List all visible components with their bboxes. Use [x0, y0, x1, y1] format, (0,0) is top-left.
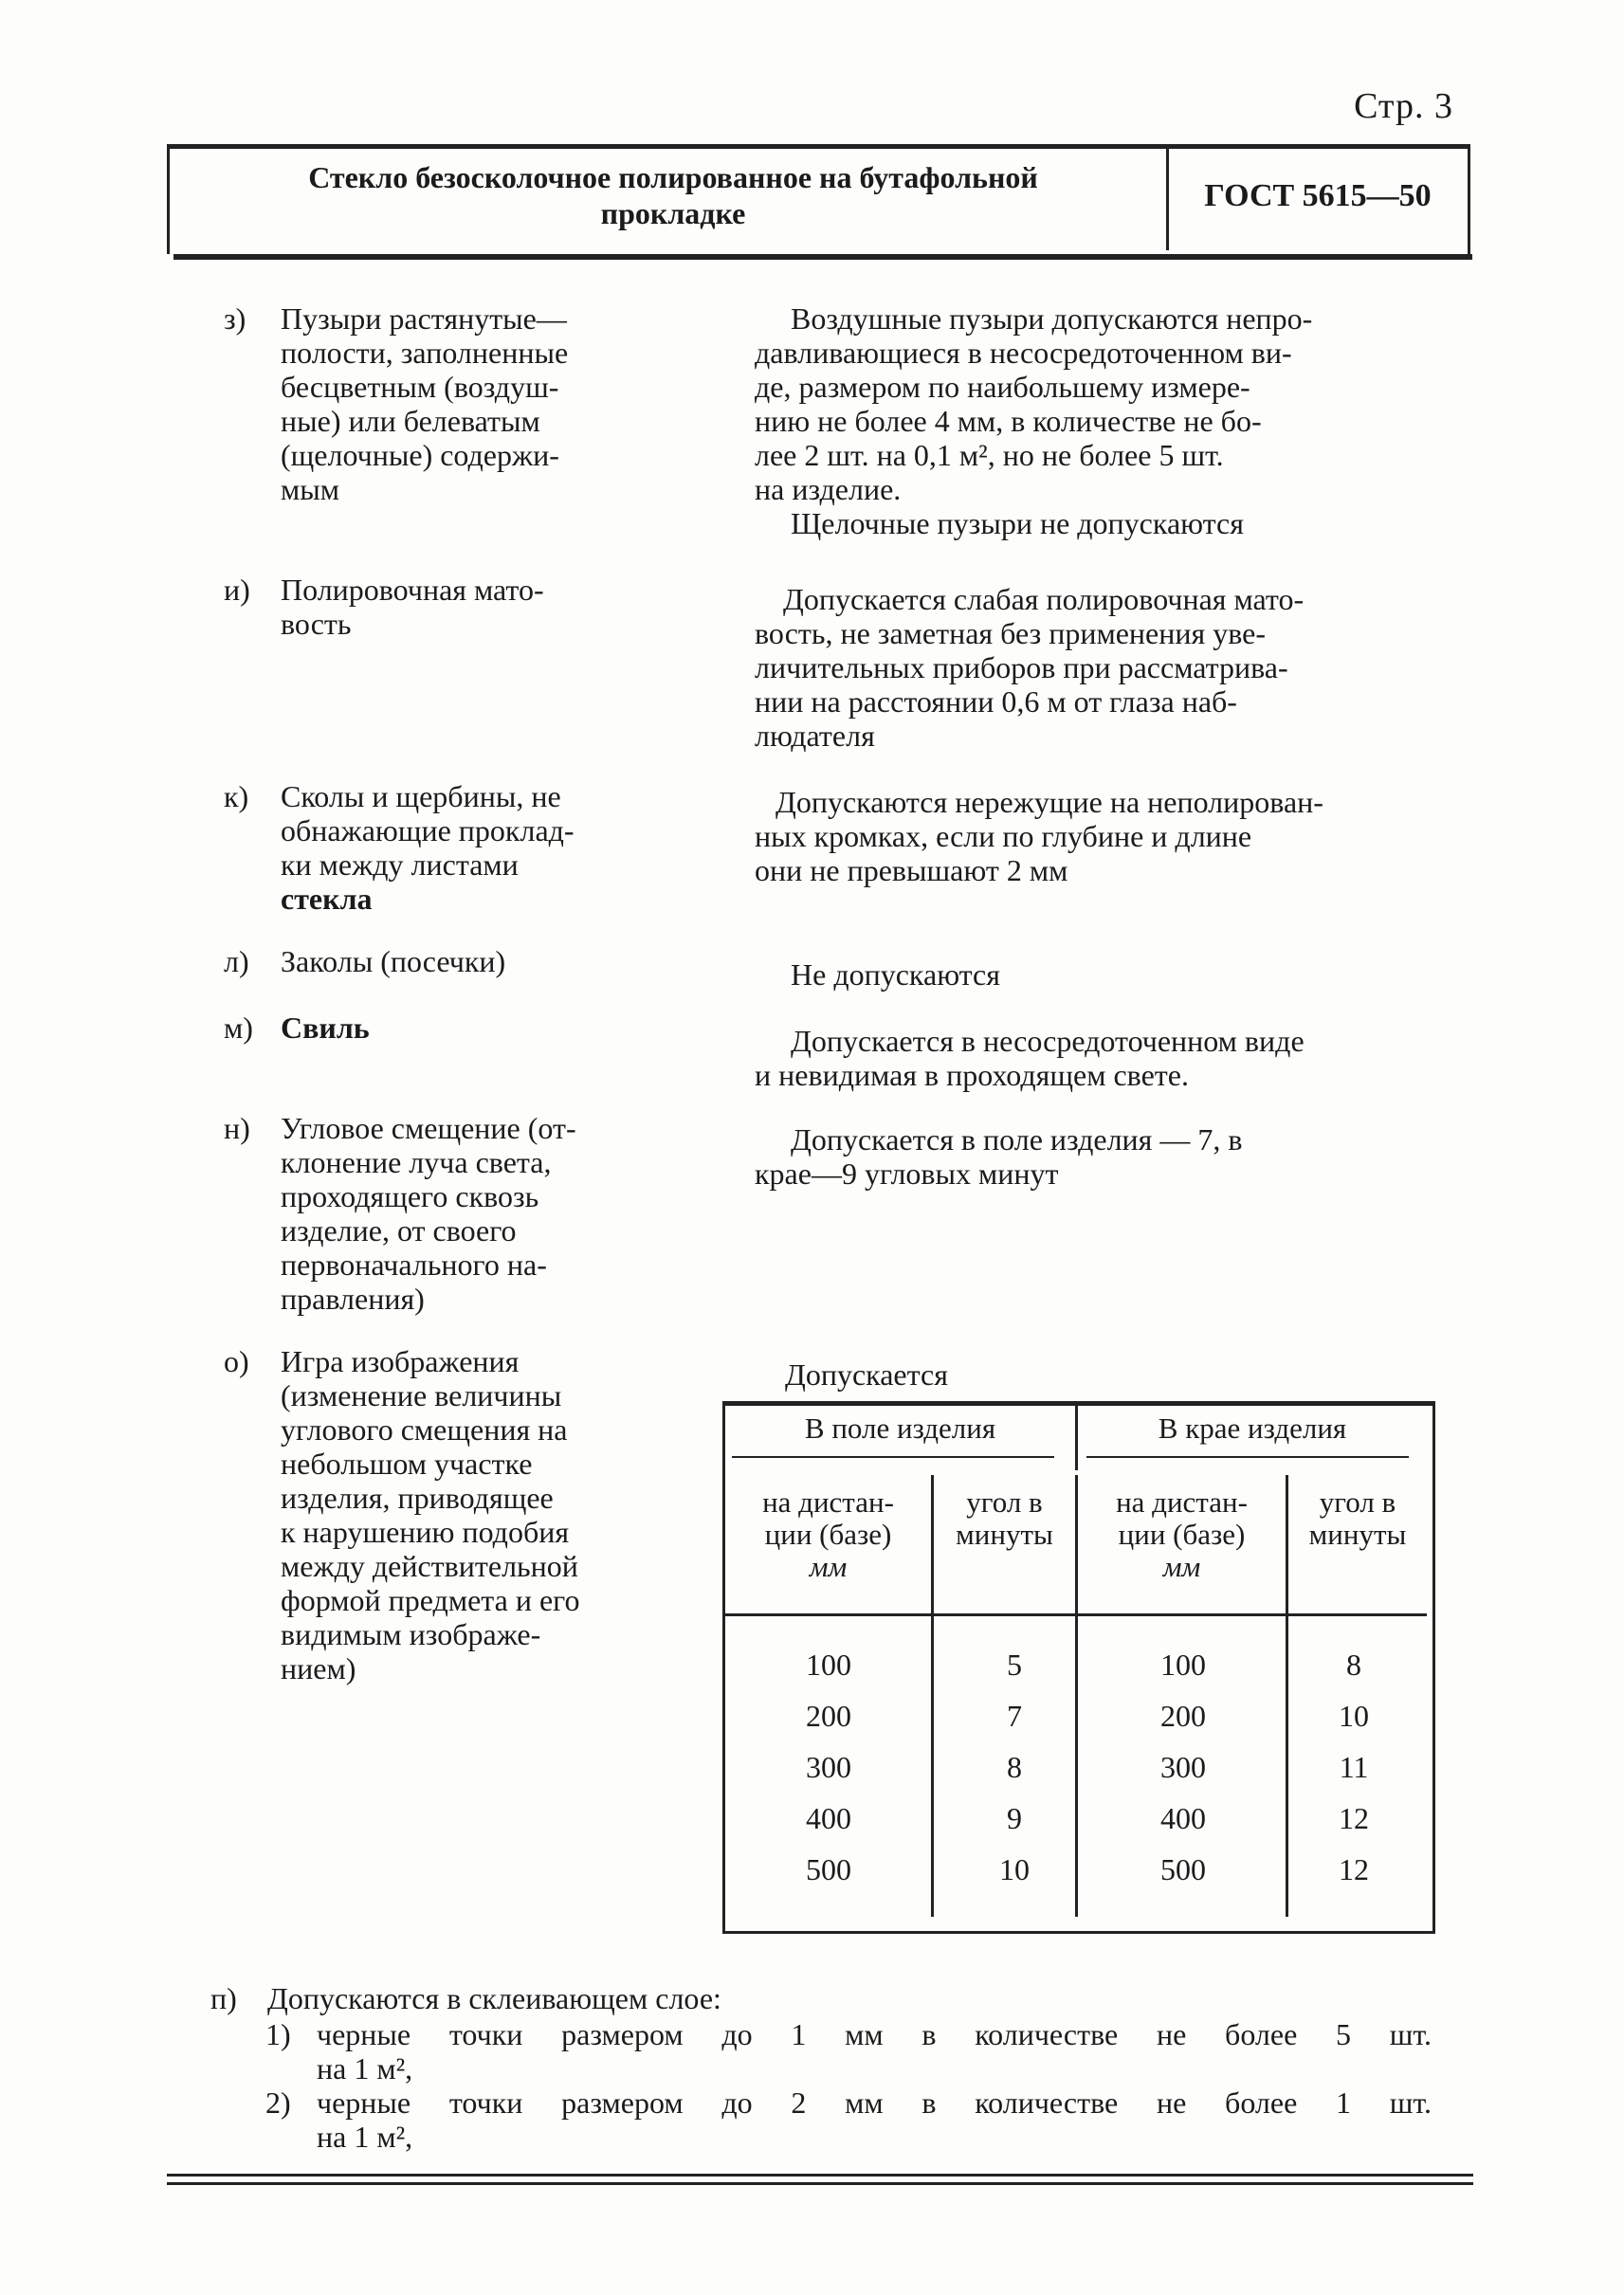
desc-line: личительных приборов при рассматрива- [755, 650, 1288, 684]
table-cell: 500 [806, 1852, 851, 1886]
table-group-header: В крае изделия [1158, 1412, 1347, 1445]
term-line: между действительной [281, 1549, 578, 1583]
term-line: изделие, от своего [281, 1213, 517, 1248]
table-column-header [934, 1486, 1075, 1551]
table-cell: 200 [806, 1699, 851, 1733]
table-cell: 300 [806, 1750, 851, 1784]
table-cell: 100 [1160, 1648, 1206, 1682]
term-line: (изменение величины [281, 1378, 562, 1412]
item-term [281, 1344, 669, 1685]
subitem-text: на 1 м², [317, 2120, 413, 2154]
item-term [281, 1011, 669, 1045]
item-intro: Допускаются в склеивающем слое: [267, 1981, 721, 2015]
item-label: л) [224, 944, 249, 978]
term-line: мым [281, 472, 339, 506]
table-cell: 500 [1160, 1852, 1206, 1886]
header-right-border [1468, 144, 1470, 254]
desc-line: Допускаются нережущие на неполирован- [776, 785, 1323, 819]
table-cell: 7 [1007, 1699, 1022, 1733]
desc-line: Допускается слабая полировочная мато- [783, 582, 1305, 616]
desc-line: крае—9 угловых минут [755, 1157, 1059, 1191]
footer-rule [167, 2182, 1473, 2185]
table-cell: 5 [1007, 1648, 1022, 1682]
header-line: минуты [1308, 1518, 1407, 1551]
page-number: Стр. 3 [1354, 86, 1453, 126]
subitem-text: на 1 м², [317, 2051, 413, 2086]
term-line: Угловое смещение (от- [281, 1111, 576, 1145]
table-cell: 400 [1160, 1801, 1206, 1835]
term-line: Полировочная мато- [281, 573, 544, 607]
term-line: углового смещения на [281, 1412, 568, 1447]
term-line: ные) или белеватым [281, 404, 540, 438]
term-line: Свиль [281, 1011, 370, 1045]
table-column-header [725, 1486, 931, 1583]
term-line: изделия, приводящее [281, 1481, 554, 1515]
header-line: на дистан- [1116, 1485, 1248, 1519]
item-label: з) [224, 301, 246, 336]
header-line: угол в [966, 1485, 1043, 1519]
term-line: видимым изображе- [281, 1617, 541, 1651]
item-description [755, 957, 1432, 992]
term-line: Игра изображения [281, 1344, 520, 1378]
header-bottom-rule [173, 254, 1472, 260]
item-term [281, 779, 669, 916]
desc-line: лее 2 шт. на 0,1 м², но не более 5 шт. [755, 438, 1224, 472]
table-cell: 10 [1339, 1699, 1369, 1733]
desc-line: давливающиеся в несосредоточенном ви- [755, 336, 1292, 370]
term-line: клонение луча света, [281, 1145, 552, 1179]
table-header-rule [725, 1613, 1427, 1616]
table-column-header [1078, 1486, 1286, 1583]
table-group-underline [732, 1456, 1054, 1458]
term-line: первоначального на- [281, 1248, 547, 1282]
term-line: Пузыри растянутые— [281, 301, 567, 336]
desc-line: они не превышают 2 мм [755, 853, 1068, 887]
desc-line: Допускается в поле изделия — 7, в [791, 1122, 1243, 1157]
footer-rule [167, 2174, 1473, 2177]
header-line: на дистан- [762, 1485, 894, 1519]
header-left-border [167, 144, 170, 254]
item-description [755, 785, 1432, 887]
table-cell: 8 [1346, 1648, 1361, 1682]
item-label: м) [224, 1011, 253, 1045]
term-line: стекла [281, 882, 373, 916]
term-line: правления) [281, 1282, 425, 1316]
table-cell: 8 [1007, 1750, 1022, 1784]
desc-line: нию не более 4 мм, в количестве не бо- [755, 404, 1262, 438]
term-line: вость [281, 607, 352, 641]
table-group-header: В поле изделия [804, 1412, 996, 1445]
table-cell: 100 [806, 1648, 851, 1682]
header-line: ции (базе) [1118, 1518, 1246, 1551]
item-term [281, 573, 669, 641]
document-title [218, 159, 1128, 231]
table-cell: 400 [806, 1801, 851, 1835]
header-line: ции (базе) [764, 1518, 892, 1551]
item-label: о) [224, 1344, 249, 1378]
item-term [281, 1111, 669, 1316]
document-title-line: прокладке [600, 196, 746, 230]
table-cell: 12 [1339, 1801, 1369, 1835]
item-description [755, 1122, 1432, 1191]
term-line: проходящего сквозь [281, 1179, 539, 1213]
header-unit: мм [809, 1550, 848, 1583]
table-cell: 9 [1007, 1801, 1022, 1835]
table-group-underline [1086, 1456, 1409, 1458]
desc-line: вость, не заметная без применения уве- [755, 616, 1266, 650]
table-cell: 10 [999, 1852, 1030, 1886]
header-top-rule [167, 144, 1468, 149]
header-line: минуты [956, 1518, 1053, 1551]
desc-line: Допускается в несосредоточенном виде [791, 1024, 1305, 1058]
term-line: бесцветным (воздуш- [281, 370, 559, 404]
term-line: небольшом участке [281, 1447, 533, 1481]
term-line: полости, заполненные [281, 336, 569, 370]
document-title-line: Стекло безосколочное полированное на бутафольной [308, 160, 1038, 194]
subitem-number: 1) [265, 2017, 291, 2051]
term-line: нием) [281, 1651, 356, 1685]
term-line: формой предмета и его [281, 1583, 580, 1617]
table-cell: 200 [1160, 1699, 1206, 1733]
item-label: и) [224, 573, 250, 607]
table-column-header [1288, 1486, 1427, 1551]
term-line: (щелочные) содержи- [281, 438, 559, 472]
desc-line: Воздушные пузыри допускаются непро- [791, 301, 1313, 336]
desc-line: Щелочные пузыри не допускаются [791, 506, 1244, 540]
term-line: обнажающие проклад- [281, 813, 575, 847]
subitem-text: черные точки размером до 1 мм в количестве не более 5 шт. [317, 2017, 1432, 2051]
desc-line: и невидимая в проходящем свете. [755, 1058, 1189, 1092]
item-term [281, 944, 669, 978]
desc-line: Допускается [785, 1357, 948, 1392]
desc-line: людателя [755, 719, 875, 753]
desc-line: нии на расстоянии 0,6 м от глаза наб- [755, 684, 1237, 719]
item-term [281, 301, 669, 506]
term-line: к нарушению подобия [281, 1515, 570, 1549]
term-line: Заколы (посечки) [281, 944, 506, 978]
term-line: Сколы и щербины, не [281, 779, 561, 813]
item-description [755, 1024, 1432, 1092]
table-cell: 11 [1339, 1750, 1369, 1784]
item-label: н) [224, 1111, 250, 1145]
item-label: к) [224, 779, 249, 813]
header-unit: мм [1162, 1550, 1201, 1583]
item-label: п) [210, 1981, 237, 2015]
desc-line: Не допускаются [791, 957, 1000, 992]
desc-line: ных кромках, если по глубине и длине [755, 819, 1252, 853]
term-line: ки между листами [281, 847, 519, 882]
table-cell: 300 [1160, 1750, 1206, 1784]
item-description [755, 301, 1432, 540]
subitem-text: черные точки размером до 2 мм в количестве не более 1 шт. [317, 2086, 1432, 2120]
desc-line: де, размером по наибольшему измере- [755, 370, 1250, 404]
desc-line: на изделие. [755, 472, 902, 506]
item-description [755, 1357, 1432, 1392]
standard-number: ГОСТ 5615—50 [1204, 178, 1432, 213]
item-description [755, 582, 1432, 753]
subitem-number: 2) [265, 2086, 291, 2120]
table-cell: 12 [1339, 1852, 1369, 1886]
header-line: угол в [1319, 1485, 1396, 1519]
